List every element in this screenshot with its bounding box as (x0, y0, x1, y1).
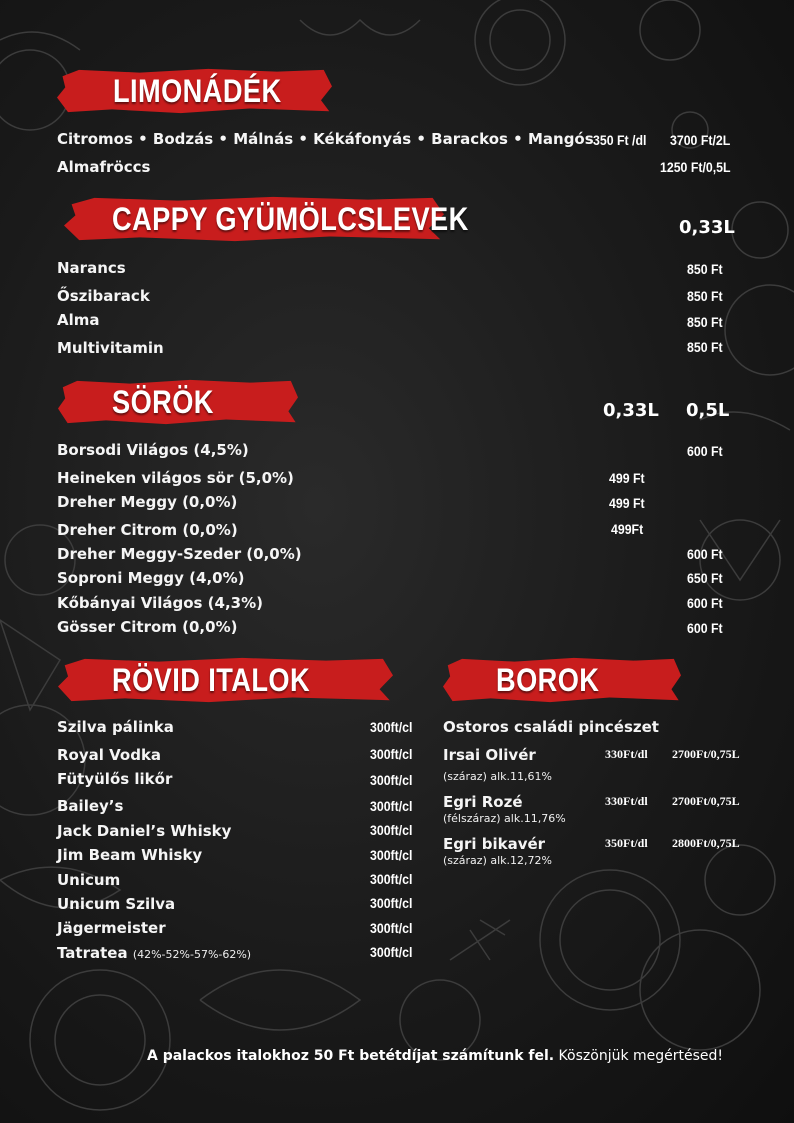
sorok-item-soproni-meggy: Soproni Meggy (4,0%) (57, 569, 245, 587)
sorok-item-gosser-citrom-price: 600 Ft (687, 620, 723, 636)
sorok-item-soproni-meggy-price: 650 Ft (687, 570, 723, 586)
rovid-heading: RÖVID ITALOK (112, 662, 311, 698)
borok-item-egri-bikaver: Egri bikavér (443, 835, 546, 853)
cappy-item-alma: Alma (57, 311, 100, 329)
rovid-item-szilva-palinka: Szilva pálinka (57, 718, 174, 736)
cappy-item-narancs-price: 850 Ft (687, 261, 723, 277)
sorok-item-dreher-meggy-szeder-price: 600 Ft (687, 546, 723, 562)
footer-thanks: Köszönjük megértésed! (554, 1048, 724, 1064)
rovid-item-szilva-palinka-price: 300ft/cl (370, 719, 413, 735)
rovid-item-tatratea-name: Tatratea (57, 944, 128, 962)
rovid-item-jagermeister-price: 300ft/cl (370, 920, 413, 936)
cappy-item-multivitamin-price: 850 Ft (687, 339, 723, 355)
sorok-item-borsodi: Borsodi Világos (4,5%) (57, 441, 249, 459)
limonadek-item-almafroccs: Almafröccs (57, 158, 151, 176)
rovid-item-unicum-szilva: Unicum Szilva (57, 895, 176, 913)
sorok-item-dreher-meggy: Dreher Meggy (0,0%) (57, 493, 238, 511)
borok-item-irsai-oliver-detail: (száraz) alk.11,61% (443, 770, 552, 783)
cappy-item-alma-price: 850 Ft (687, 314, 723, 330)
rovid-item-jack-daniels-price: 300ft/cl (370, 822, 413, 838)
borok-item-egri-bikaver-price-bottle: 2800Ft/0,75L (672, 836, 740, 850)
rovid-item-unicum-szilva-price: 300ft/cl (370, 895, 413, 911)
cappy-volume-header: 0,33L (679, 217, 735, 238)
sorok-item-borsodi-price: 600 Ft (687, 443, 723, 459)
cappy-item-narancs: Narancs (57, 259, 126, 277)
footer-deposit-bold: A palackos italokhoz 50 Ft betétdíjat számítunk fel. (147, 1048, 555, 1064)
borok-item-egri-bikaver-price-dl: 350Ft/dl (605, 836, 648, 850)
rovid-item-baileys-price: 300ft/cl (370, 798, 413, 814)
rovid-item-futyulos-price: 300ft/cl (370, 772, 413, 788)
rovid-item-unicum: Unicum (57, 871, 121, 889)
borok-winery: Ostoros családi pincészet (443, 718, 659, 736)
sorok-volume-small-header: 0,33L (603, 400, 659, 421)
rovid-item-royal-vodka-price: 300ft/cl (370, 746, 413, 762)
limonadek-item-almafroccs-price: 1250 Ft/0,5L (660, 159, 731, 175)
cappy-item-oszibarack: Őszibarack (57, 287, 150, 305)
borok-heading: BOROK (496, 662, 600, 698)
cappy-heading: CAPPY GYÜMÖLCSLEVEK (112, 201, 469, 237)
rovid-item-jagermeister: Jägermeister (57, 919, 166, 937)
borok-item-egri-roze: Egri Rozé (443, 793, 523, 811)
rovid-item-baileys: Bailey’s (57, 797, 124, 815)
rovid-item-jim-beam-price: 300ft/cl (370, 847, 413, 863)
sorok-item-dreher-meggy-szeder: Dreher Meggy-Szeder (0,0%) (57, 545, 302, 563)
limonadek-heading: LIMONÁDÉK (113, 73, 282, 109)
borok-item-irsai-oliver-price-dl: 330Ft/dl (605, 747, 648, 761)
limonadek-item-flavors-price-2l: 3700 Ft/2L (670, 132, 731, 148)
footer-deposit-note (147, 1048, 723, 1064)
sorok-item-heineken-price: 499 Ft (609, 470, 645, 486)
rovid-item-tatratea-note: (42%-52%-57%-62%) (132, 948, 252, 961)
limonadek-item-flavors-price-dl: 350 Ft /dl (593, 132, 647, 148)
borok-item-egri-roze-price-bottle: 2700Ft/0,75L (672, 794, 740, 808)
sorok-volume-large-header: 0,5L (686, 400, 730, 421)
sorok-item-kobanyai: Kőbányai Világos (4,3%) (57, 594, 263, 612)
rovid-item-jack-daniels: Jack Daniel’s Whisky (57, 822, 232, 840)
rovid-item-tatratea (57, 944, 251, 962)
rovid-item-royal-vodka: Royal Vodka (57, 746, 162, 764)
sorok-item-heineken: Heineken világos sör (5,0%) (57, 469, 294, 487)
borok-item-egri-roze-detail: (félszáraz) alk.11,76% (443, 812, 566, 825)
sorok-item-dreher-meggy-price: 499 Ft (609, 495, 645, 511)
borok-item-irsai-oliver: Irsai Olivér (443, 746, 536, 764)
cappy-item-multivitamin: Multivitamin (57, 339, 164, 357)
borok-item-egri-roze-price-dl: 330Ft/dl (605, 794, 648, 808)
rovid-item-unicum-price: 300ft/cl (370, 871, 413, 887)
rovid-item-jim-beam: Jim Beam Whisky (57, 846, 203, 864)
borok-item-irsai-oliver-price-bottle: 2700Ft/0,75L (672, 747, 740, 761)
sorok-heading: SÖRÖK (112, 384, 214, 420)
rovid-item-tatratea-price: 300ft/cl (370, 944, 413, 960)
limonadek-item-flavors: Citromos • Bodzás • Málnás • Kékáfonyás • Barackos • Mangós (57, 130, 594, 148)
sorok-item-dreher-citrom-price: 499Ft (611, 521, 644, 537)
cappy-item-oszibarack-price: 850 Ft (687, 288, 723, 304)
sorok-item-dreher-citrom: Dreher Citrom (0,0%) (57, 521, 238, 539)
rovid-item-futyulos: Fütyülős likőr (57, 770, 173, 788)
sorok-item-gosser-citrom: Gösser Citrom (0,0%) (57, 618, 238, 636)
borok-item-egri-bikaver-detail: (száraz) alk.12,72% (443, 854, 552, 867)
sorok-item-kobanyai-price: 600 Ft (687, 595, 723, 611)
